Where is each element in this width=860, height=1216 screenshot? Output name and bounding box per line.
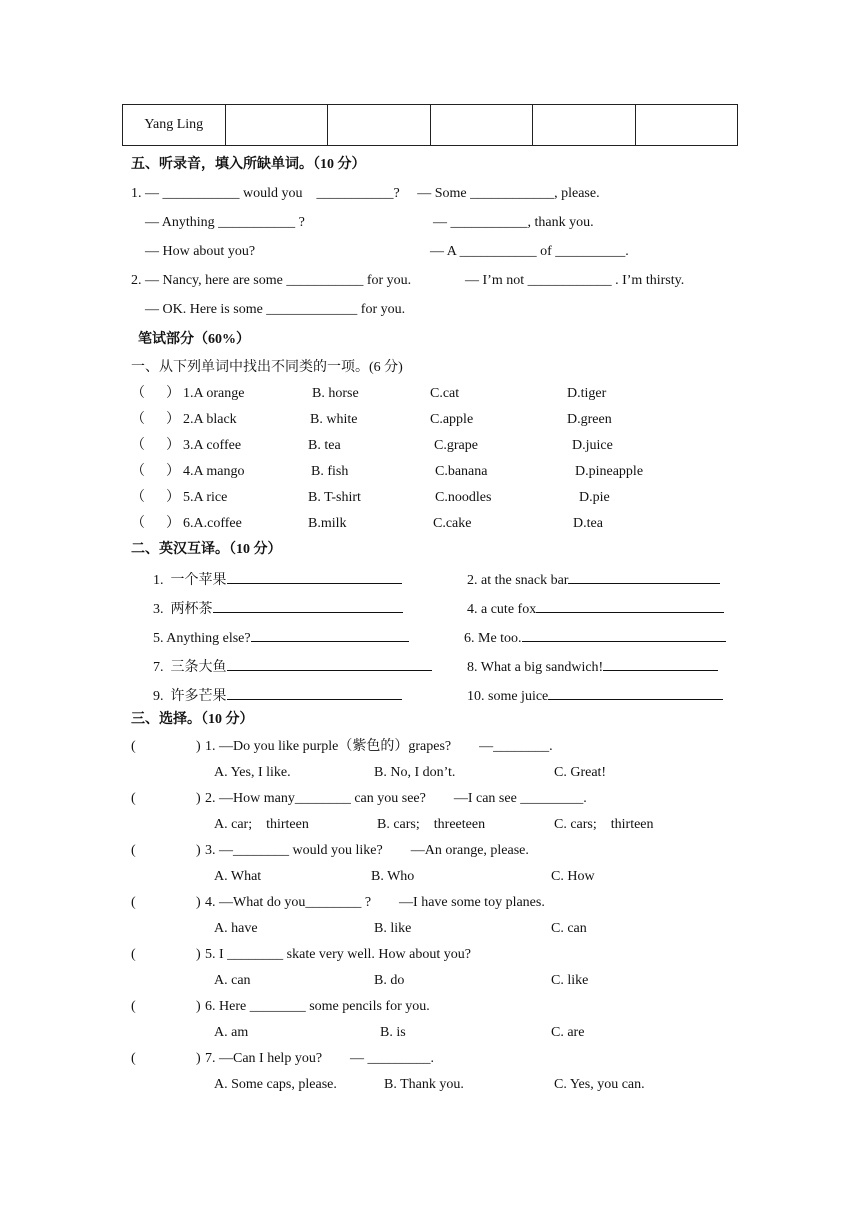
name-table: [122, 104, 738, 146]
answer-line[interactable]: [251, 627, 409, 642]
choice-paren[interactable]: （ ）: [131, 464, 180, 479]
option-a: 5.A rice: [183, 490, 228, 505]
answer-line[interactable]: [213, 598, 403, 613]
answer-paren-open[interactable]: (: [131, 1051, 136, 1066]
section5-line: — A ___________ of __________.: [430, 244, 629, 259]
option-d: D.tea: [573, 516, 603, 531]
translation-prompt: 2. at the snack bar: [467, 573, 569, 588]
written-title: 笔试部分（60%）: [138, 332, 250, 347]
option-a: 3.A coffee: [183, 438, 242, 453]
option-c: C.noodles: [435, 490, 492, 505]
question-stem: 3. —________ would you like? —An orange, please.: [205, 843, 529, 858]
option-a: A. have: [214, 921, 258, 936]
section2-title: 二、英汉互译。（10 分）: [131, 542, 282, 557]
answer-paren-open[interactable]: (: [131, 739, 136, 754]
translation-item: [467, 656, 718, 677]
translation-prompt: 8. What a big sandwich!: [467, 660, 604, 675]
section5-line: 1. — ___________ would you ___________? — Some ____________, please.: [131, 186, 600, 201]
translation-item: [153, 569, 402, 590]
section5-title: 五、听录音，填入所缺单词。（10 分）: [131, 157, 366, 172]
translation-item: [464, 627, 726, 648]
question-stem: 5. I ________ skate very well. How about you?: [205, 947, 471, 962]
option-c: C.banana: [435, 464, 488, 479]
answer-paren-open[interactable]: (: [131, 895, 136, 910]
answer-paren-close: ): [196, 895, 201, 910]
option-a: 1.A orange: [183, 386, 245, 401]
choice-paren[interactable]: （ ）: [131, 516, 180, 531]
answer-paren-close: ): [196, 1051, 201, 1066]
option-c: C.cat: [430, 386, 460, 401]
option-a: 2.A black: [183, 412, 237, 427]
section1-title: 一、从下列单词中找出不同类的一项。(6 分): [131, 360, 403, 375]
section5-line: — I’m not ____________ . I’m thirsty.: [465, 273, 685, 288]
section5-line: — OK. Here is some _____________ for you.: [145, 302, 406, 317]
option-a: 6.A.coffee: [183, 516, 242, 531]
table-cell: [430, 105, 533, 146]
option-b: B. T-shirt: [308, 490, 361, 505]
translation-item: [467, 569, 720, 590]
table-row: [123, 105, 738, 146]
answer-line[interactable]: [536, 598, 724, 613]
translation-item: [153, 656, 432, 677]
answer-paren-open[interactable]: (: [131, 791, 136, 806]
option-a: A. can: [214, 973, 251, 988]
option-b: B. cars; threeteen: [377, 817, 486, 832]
question-stem: 2. —How many________ can you see? —I can see _________.: [205, 791, 587, 806]
translation-item: [467, 598, 724, 619]
translation-prompt: 5. Anything else?: [153, 631, 251, 646]
translation-prompt: 3. 两杯茶: [153, 602, 213, 617]
answer-paren-open[interactable]: (: [131, 947, 136, 962]
table-cell: [328, 105, 431, 146]
answer-paren-open[interactable]: (: [131, 843, 136, 858]
table-cell: [533, 105, 636, 146]
option-b: B. No, I don’t.: [374, 765, 456, 780]
option-c: C.grape: [434, 438, 478, 453]
option-b: B. white: [310, 412, 358, 427]
option-c: C. cars; thirteen: [554, 817, 654, 832]
answer-paren-close: ): [196, 739, 201, 754]
section5-line: 2. — Nancy, here are some ___________ for you.: [131, 273, 412, 288]
option-b: B. do: [374, 973, 405, 988]
option-d: D.green: [567, 412, 612, 427]
choice-paren[interactable]: （ ）: [131, 490, 180, 505]
answer-paren-close: ): [196, 999, 201, 1014]
answer-line[interactable]: [227, 685, 402, 700]
translation-prompt: 6. Me too.: [464, 631, 522, 646]
translation-item: [153, 685, 402, 706]
answer-paren-close: ): [196, 947, 201, 962]
translation-prompt: 1. 一个苹果: [153, 573, 227, 588]
option-b: B. Who: [371, 869, 415, 884]
option-c: C. are: [551, 1025, 585, 1040]
answer-line[interactable]: [227, 656, 432, 671]
question-stem: 4. —What do you________ ? —I have some toy planes.: [205, 895, 545, 910]
option-b: B. tea: [308, 438, 341, 453]
option-a: A. Yes, I like.: [214, 765, 291, 780]
table-cell: Yang Ling: [123, 105, 226, 146]
section5-line: — How about you?: [145, 244, 256, 259]
answer-line[interactable]: [603, 656, 718, 671]
choice-paren[interactable]: （ ）: [131, 438, 180, 453]
translation-item: [467, 685, 723, 706]
section3-title: 三、选择。（10 分）: [131, 712, 254, 727]
answer-line[interactable]: [548, 685, 723, 700]
option-d: D.juice: [572, 438, 613, 453]
option-c: C.apple: [430, 412, 474, 427]
question-stem: 1. —Do you like purple（紫色的）grapes? —________.: [205, 739, 553, 754]
option-c: C. Yes, you can.: [554, 1077, 645, 1092]
table-cell: [635, 105, 738, 146]
answer-paren-close: ): [196, 843, 201, 858]
option-d: D.pineapple: [575, 464, 644, 479]
option-c: C.cake: [433, 516, 472, 531]
table-cell: [225, 105, 328, 146]
answer-paren-close: ): [196, 791, 201, 806]
translation-prompt: 7. 三条大鱼: [153, 660, 227, 675]
option-b: B. like: [374, 921, 412, 936]
option-b: B.milk: [308, 516, 347, 531]
question-stem: 7. —Can I help you? — _________.: [205, 1051, 435, 1066]
option-c: C. like: [551, 973, 589, 988]
translation-item: [153, 598, 403, 619]
translation-prompt: 10. some juice: [467, 689, 549, 704]
question-stem: 6. Here ________ some pencils for you.: [205, 999, 430, 1014]
option-a: A. Some caps, please.: [214, 1077, 337, 1092]
choice-paren[interactable]: （ ）: [131, 386, 180, 401]
section5-line: — ___________, thank you.: [433, 215, 594, 230]
section5-line: — Anything ___________ ?: [145, 215, 305, 230]
option-c: C. can: [551, 921, 587, 936]
option-d: D.tiger: [567, 386, 607, 401]
option-a: A. car; thirteen: [214, 817, 309, 832]
option-b: B. horse: [312, 386, 359, 401]
choice-paren[interactable]: （ ）: [131, 412, 180, 427]
translation-prompt: 9. 许多芒果: [153, 689, 227, 704]
translation-item: [153, 627, 409, 648]
option-b: B. is: [380, 1025, 406, 1040]
option-a: 4.A mango: [183, 464, 245, 479]
option-b: B. Thank you.: [384, 1077, 464, 1092]
option-a: A. What: [214, 869, 262, 884]
answer-line[interactable]: [522, 627, 726, 642]
option-c: C. Great!: [554, 765, 607, 780]
option-b: B. fish: [311, 464, 349, 479]
answer-paren-open[interactable]: (: [131, 999, 136, 1014]
answer-line[interactable]: [568, 569, 720, 584]
option-c: C. How: [551, 869, 595, 884]
translation-prompt: 4. a cute fox: [467, 602, 537, 617]
option-d: D.pie: [579, 490, 610, 505]
option-a: A. am: [214, 1025, 249, 1040]
answer-line[interactable]: [227, 569, 402, 584]
